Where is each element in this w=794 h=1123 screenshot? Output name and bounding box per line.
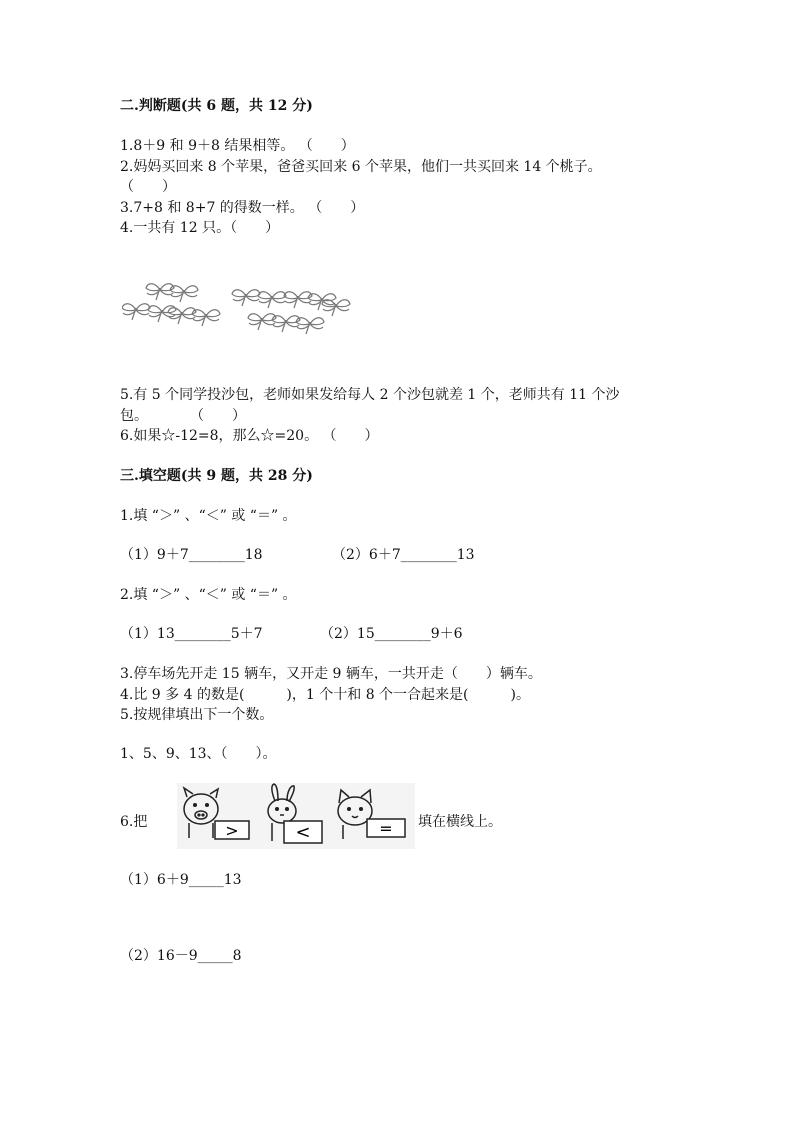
question-3-6-prefix: 6.把 — [120, 814, 148, 830]
question-2-4: 4.一共有 12 只。（ ） — [120, 220, 280, 236]
dragonflies-svg — [122, 276, 358, 340]
question-3-2-b: （2）15________9＋6 — [320, 626, 463, 642]
question-3-2-a: （1）13________5＋7 — [120, 626, 263, 642]
animals-svg — [177, 783, 415, 849]
pig-icon — [184, 788, 218, 838]
question-3-1-title: 1.填 “＞” 、“＜” 或 “＝” 。 — [120, 508, 297, 524]
dragonflies-illustration — [122, 276, 358, 340]
dragonfly-icon — [146, 284, 174, 300]
question-2-2-line2: （ ） — [120, 179, 176, 195]
dragonfly-icon — [168, 308, 196, 324]
dragonfly-icon — [284, 292, 312, 308]
sign-greater: > — [225, 821, 239, 840]
question-3-3: 3.停车场先开走 15 辆车，又开走 9 辆车，一共开走（ ）辆车。 — [120, 666, 542, 682]
question-3-4: 4.比 9 多 4 的数是( )，1 个十和 8 个一合起来是( )。 — [120, 687, 530, 703]
question-2-6: 6.如果☆-12=8，那么☆=20。 （ ） — [120, 428, 379, 444]
question-3-1-b: （2）6＋7________13 — [332, 547, 475, 563]
question-3-5-sequence: 1、5、9、13、（ ）。 — [120, 746, 277, 762]
question-3-6-suffix: 填在横线上。 — [418, 814, 502, 830]
dragonfly-icon — [248, 314, 276, 330]
section2-heading: 二.判断题(共 6 题，共 12 分) — [120, 98, 313, 114]
question-2-5-line2: 包。 （ ） — [120, 408, 246, 424]
dragonfly-icon — [322, 300, 350, 316]
section3-heading: 三.填空题(共 9 题，共 28 分) — [120, 468, 313, 484]
dragonfly-icon — [258, 292, 286, 308]
animals-with-signs-illustration — [177, 783, 415, 849]
question-3-6-a: （1）6＋9_____13 — [120, 872, 242, 888]
dragonfly-icon — [122, 304, 150, 320]
question-2-1: 1.8＋9 和 9＋8 结果相等。 （ ） — [120, 138, 355, 154]
sign-equal: = — [379, 819, 393, 838]
question-2-5-line1: 5.有 5 个同学投沙包，老师如果发给每人 2 个沙包就差 1 个，老师共有 11 个沙 — [120, 387, 620, 403]
question-2-2-line1: 2.妈妈买回来 8 个苹果，爸爸买回来 6 个苹果，他们一共买回来 14 个桃子。 — [120, 159, 602, 175]
question-3-5: 5.按规律填出下一个数。 — [120, 707, 274, 723]
dragonfly-icon — [232, 290, 260, 306]
question-2-3: 3.7+8 和 8+7 的得数一样。 （ ） — [120, 200, 365, 216]
question-3-2-title: 2.填 “＞” 、“＜” 或 “＝” 。 — [120, 587, 297, 603]
question-3-6-b: （2）16－9_____8 — [120, 948, 242, 964]
question-3-1-a: （1）9＋7________18 — [120, 547, 263, 563]
sign-less: < — [295, 822, 311, 843]
